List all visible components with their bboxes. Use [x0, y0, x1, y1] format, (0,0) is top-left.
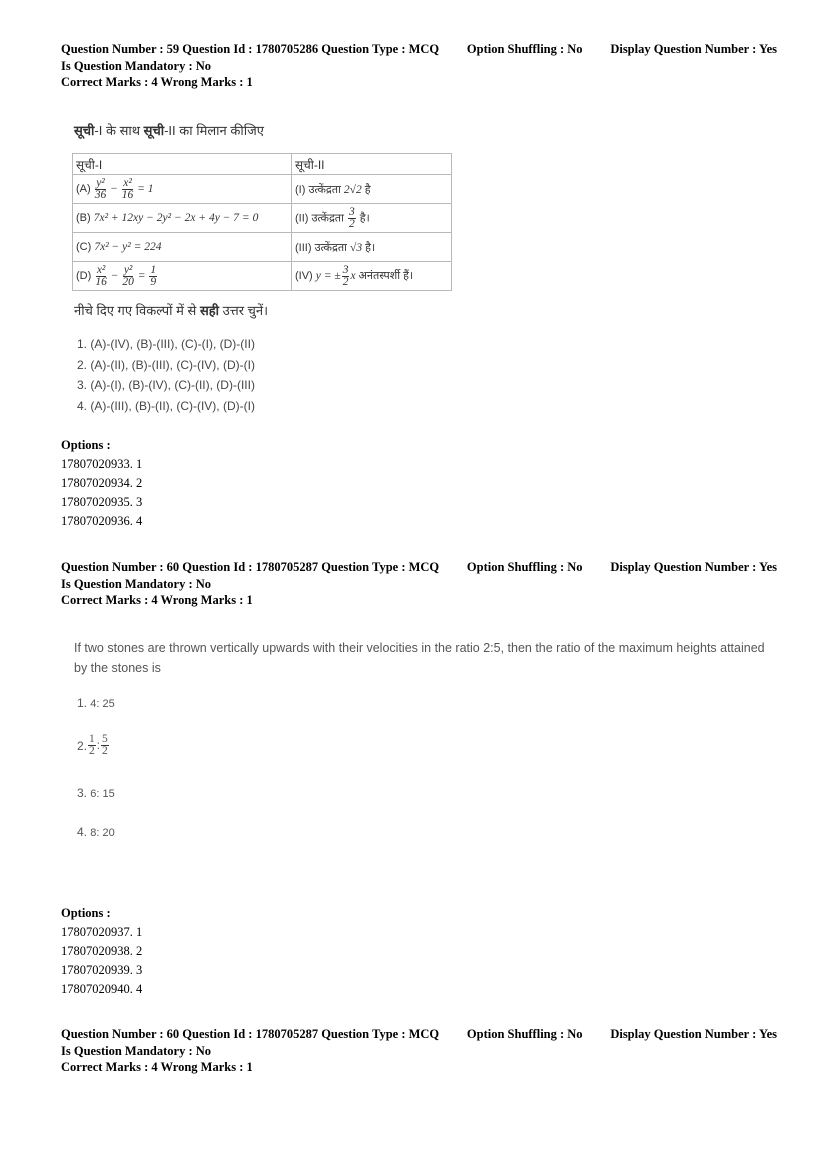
question-60-mandatory: Is Question Mandatory : No	[61, 576, 212, 591]
suffix-text: है।	[365, 241, 376, 254]
matching-row-d	[73, 262, 452, 291]
asymptote-x: x	[350, 269, 356, 282]
choice-3: 3. (A)-(I), (B)-(IV), (C)-(II), (D)-(III)	[77, 378, 255, 392]
question-59-marks: Correct Marks : 4 Wrong Marks : 1	[61, 75, 253, 89]
option-row: 17807020939. 3	[61, 963, 143, 977]
question-60-repeat-meta-shuffle: Option Shuffling : No	[466, 1027, 583, 1041]
item-label: (A)	[76, 182, 91, 195]
frac-den: 2	[348, 217, 355, 230]
question-60-repeat-marks: Correct Marks : 4 Wrong Marks : 1	[61, 1060, 253, 1074]
frac-num: 5	[101, 733, 108, 745]
suffix-text: है	[364, 183, 371, 196]
instruction-text-b: -II का मिलान कीजिए	[164, 123, 264, 138]
eccentricity-text: उत्केंद्रता	[311, 211, 344, 224]
asymptote-lhs: y = ±	[315, 269, 341, 282]
matching-table-header	[73, 154, 452, 175]
frac-num: y²	[123, 263, 133, 276]
eccentricity-value: √3	[350, 241, 363, 254]
choice-4: 4. (A)-(III), (B)-(II), (C)-(IV), (D)-(I)	[77, 398, 255, 413]
frac-num: y²	[96, 176, 105, 189]
frac-den: 36	[94, 188, 107, 201]
frac-num: 3	[342, 263, 349, 276]
question-59-mandatory: Is Question Mandatory : No	[61, 58, 212, 73]
choice-2: 2. (A)-(II), (B)-(III), (C)-(IV), (D)-(I)	[77, 357, 255, 372]
q60-choice-3	[77, 786, 115, 800]
option-row: 17807020938. 2	[61, 944, 143, 958]
item-label: (C)	[76, 241, 92, 253]
question-59-choices	[77, 334, 255, 416]
minus-sign: −	[110, 182, 118, 195]
question-60-repeat-mandatory: Is Question Mandatory : No	[61, 1043, 212, 1058]
question-59-meta	[61, 41, 777, 91]
matching-row-c	[73, 233, 452, 262]
item-label: (IV)	[295, 269, 313, 282]
list-word: सूची	[143, 123, 165, 138]
question-60-options	[61, 904, 142, 999]
frac-den: 9	[150, 275, 157, 288]
frac-den: 2	[101, 745, 108, 757]
frac-num: 1	[150, 263, 157, 276]
question-60-repeat-meta-id: Question Number : 60 Question Id : 1780705287 Question Type : MCQ	[61, 1027, 440, 1041]
question-60-meta-shuffle: Option Shuffling : No	[466, 560, 583, 574]
choice-number: 4.	[77, 825, 88, 839]
frac-den: 20	[122, 275, 134, 288]
list-word: सूची	[74, 123, 95, 138]
list-1-item-d	[73, 262, 292, 291]
frac-num: 1	[89, 733, 95, 745]
list-2-item-i	[292, 175, 452, 204]
conic-equation: 7x² + 12xy − 2y² − 2x + 4y − 7 = 0	[93, 212, 259, 224]
matching-row-a	[73, 175, 452, 204]
option-row: 17807020936. 4	[61, 514, 143, 528]
option-row: 17807020937. 1	[61, 925, 143, 939]
item-label: (III)	[295, 241, 312, 254]
option-row: 17807020934. 2	[61, 476, 143, 490]
option-row: 17807020935. 3	[61, 495, 143, 509]
frac-num: x²	[96, 263, 106, 276]
item-label: (D)	[76, 269, 92, 282]
matching-row-b	[73, 204, 452, 233]
option-row: 17807020940. 4	[61, 982, 143, 996]
list-2-item-iv	[292, 262, 452, 291]
list-2-item-iii	[292, 233, 452, 262]
question-60-stem: If two stones are thrown vertically upwards with their velocities in the ratio 2:5, then the ratio of the maximum heights attained by the stones is	[74, 641, 765, 675]
list-1-item-a	[73, 175, 292, 204]
choice-value: 4: 25	[90, 698, 115, 710]
choose-bold-word: सही	[199, 303, 220, 318]
list-1-header: सूची-I	[73, 154, 292, 175]
list-1-item-b	[73, 204, 292, 233]
q60-choice-4	[77, 825, 115, 839]
minus-sign: −	[110, 269, 119, 282]
question-59-options	[61, 436, 142, 531]
eccentricity-text: उत्केंद्रता	[308, 183, 341, 196]
question-60-repeat-meta-display: Display Question Number : Yes	[610, 1027, 777, 1041]
equals-sign: =	[137, 269, 146, 282]
suffix-text: अनंतस्पर्शी हैं।	[358, 269, 414, 282]
question-59-instruction	[74, 121, 264, 139]
list-2-item-ii	[292, 204, 452, 233]
choose-text-b: उत्तर चुनें।	[219, 303, 269, 318]
conic-equation: 7x² − y² = 224	[94, 241, 162, 253]
item-label: (I)	[295, 183, 306, 196]
frac-den: 2	[342, 275, 349, 288]
choose-text-a: नीचे दिए गए विकल्पों में से	[74, 303, 200, 318]
question-60-marks: Correct Marks : 4 Wrong Marks : 1	[61, 593, 253, 607]
question-60-repeat-meta	[61, 1026, 777, 1076]
q60-choice-2	[77, 734, 110, 757]
suffix-text: है।	[359, 211, 370, 224]
list-1-item-c	[73, 233, 292, 262]
options-heading: Options :	[61, 438, 111, 452]
choice-value: 8: 20	[90, 827, 115, 839]
choice-number: 3.	[77, 786, 88, 800]
choice-1: 1. (A)-(IV), (B)-(III), (C)-(I), (D)-(II)	[77, 337, 255, 351]
eccentricity-text: उत्केंद्रता	[314, 241, 347, 254]
question-59-meta-display: Display Question Number : Yes	[610, 42, 777, 56]
item-label: (B)	[76, 212, 91, 224]
frac-den: 2	[89, 745, 95, 757]
choice-number: 1.	[77, 696, 88, 710]
question-60-meta-display: Display Question Number : Yes	[610, 560, 777, 574]
list-2-header: सूची-II	[292, 154, 452, 175]
equals-one: = 1	[137, 182, 154, 195]
instruction-text-a: -I के साथ	[94, 123, 144, 138]
eccentricity-value: 2√2	[343, 183, 362, 196]
question-59-meta-shuffle: Option Shuffling : No	[466, 42, 583, 56]
options-heading: Options :	[61, 906, 111, 920]
frac-num: x²	[123, 176, 132, 189]
frac-den: 16	[95, 275, 107, 288]
question-60-meta-id: Question Number : 60 Question Id : 1780705287 Question Type : MCQ	[61, 560, 440, 574]
choice-number: 2.	[77, 738, 88, 753]
question-59-meta-id: Question Number : 59 Question Id : 1780705286 Question Type : MCQ	[61, 42, 440, 56]
frac-num: 3	[348, 205, 355, 218]
matching-table	[72, 153, 452, 291]
item-label: (II)	[295, 211, 309, 224]
ratio-sep: :	[96, 739, 100, 752]
choose-instruction	[74, 301, 268, 319]
question-60-meta	[61, 559, 777, 609]
option-row: 17807020933. 1	[61, 457, 143, 471]
choice-value: 6: 15	[90, 788, 115, 800]
frac-den: 16	[121, 188, 134, 201]
q60-choice-1	[77, 696, 115, 710]
